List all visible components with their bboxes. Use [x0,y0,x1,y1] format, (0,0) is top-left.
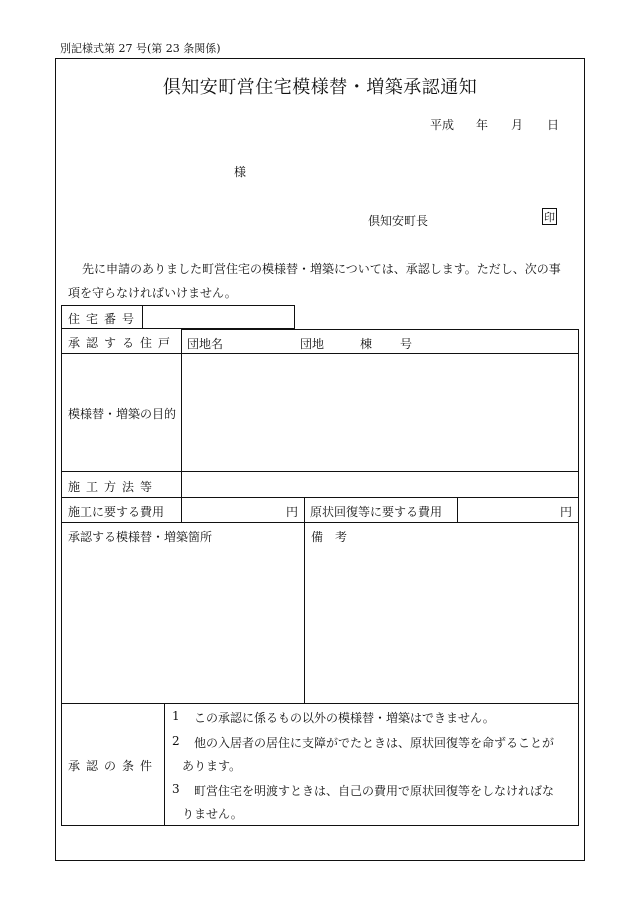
building-label: 棟 [360,337,373,351]
approved-residence-label: 承認する住戸 [68,336,177,350]
conditions-label-cell [61,704,164,826]
approved-parts-cell[interactable] [61,523,304,704]
house-number-value-cell[interactable] [142,305,295,329]
restoration-cost-yen: 円 [559,505,572,519]
house-number-label: 住宅番号 [68,312,141,326]
form-number: 別記様式第 27 号(第 23 条関係) [60,42,221,55]
remarks-cell[interactable] [304,523,579,704]
condition-3-number: 3 [172,782,180,796]
condition-2-number: 2 [172,734,180,748]
approved-residence-label-cell [61,329,181,354]
date-year: 年 [476,118,489,132]
condition-2-text: 他の入居者の居住に支障がでたときは、原状回復等を命ずることが [194,736,555,750]
conditions-content-cell [164,704,579,826]
purpose-label: 模様替・増築の目的 [68,407,177,421]
addressee-suffix: 様 [234,165,247,179]
condition-3-continuation: りません。 [182,807,243,821]
date-day: 日 [547,118,560,132]
condition-1-number: 1 [172,709,180,723]
method-value-cell[interactable] [181,472,579,498]
purpose-label-cell [61,354,181,472]
restoration-cost-label: 原状回復等に要する費用 [310,505,443,519]
issuer-name: 倶知安町長 [368,214,429,228]
method-label-cell [61,472,181,498]
remarks-label: 備 考 [311,530,348,544]
house-number-label-cell [61,305,142,329]
condition-2-continuation: あります。 [182,759,242,773]
method-label: 施工方法等 [68,480,159,494]
condition-3-text: 町営住宅を明渡すときは、自己の費用で原状回復等をしなければな [194,784,555,798]
estate-label: 団地 [300,337,325,351]
estate-name-label: 団地名 [187,337,224,351]
construction-cost-label: 施工に要する費用 [68,505,165,519]
approved-parts-label: 承認する模様替・増築箇所 [68,530,213,544]
purpose-value-cell[interactable] [181,354,579,472]
seal-box: 印 [542,208,557,225]
condition-1-text: この承認に係るもの以外の模様替・増築はできません。 [194,711,495,725]
notice-title: 倶知安町営住宅模様替・増築承認通知 [162,77,478,98]
construction-cost-value-cell[interactable] [181,498,304,523]
approved-residence-value-cell[interactable] [181,329,579,354]
construction-cost-yen: 円 [285,505,298,519]
restoration-cost-value-cell[interactable] [457,498,579,523]
intro-line-2: 項を守らなければいけません。 [68,286,237,300]
construction-cost-label-cell [61,498,181,523]
number-label: 号 [400,337,413,351]
notice-frame [55,58,585,861]
intro-line-1: 先に申請のありました町営住宅の模様替・増築については、承認します。ただし、次の事 [82,262,561,276]
date-era: 平成 [430,118,455,132]
conditions-label: 承認の条件 [68,759,159,773]
restoration-cost-label-cell [304,498,457,523]
date-month: 月 [511,118,524,132]
